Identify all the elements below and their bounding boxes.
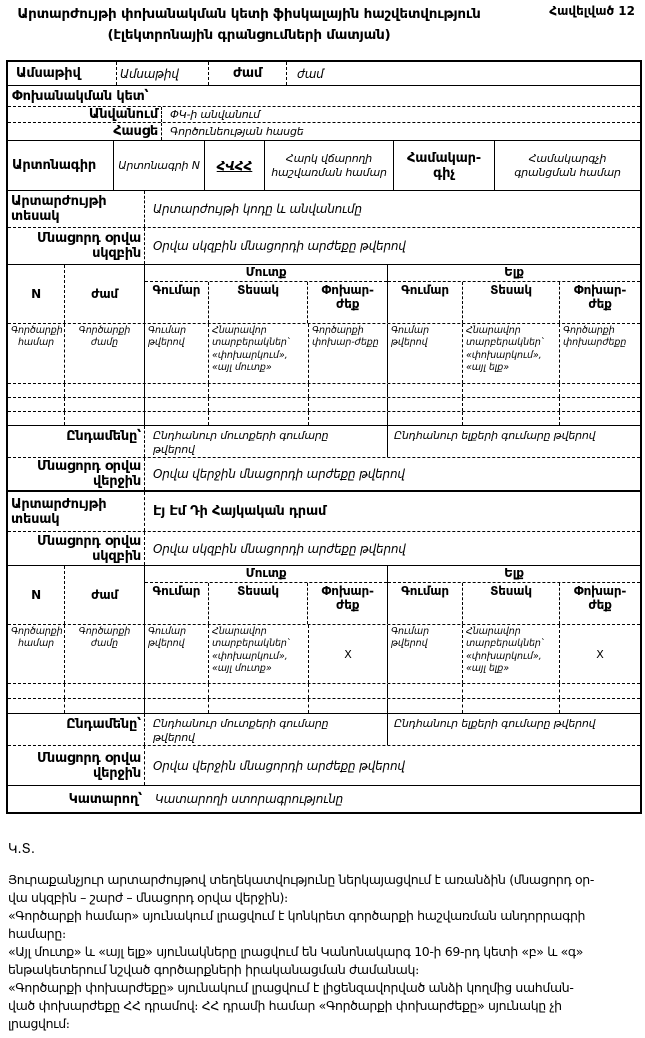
time-label: ժամ — [209, 62, 287, 85]
time-field: ժամ — [297, 66, 324, 81]
col-type-in-1: Տեսակ — [209, 282, 309, 323]
empty-row — [8, 684, 640, 699]
totals-label-1: Ընդամենը՝ — [8, 426, 145, 457]
empty-row — [8, 398, 640, 412]
desc-amount-out-2: Գումար թվերով — [388, 625, 463, 683]
row-date-time — [8, 62, 640, 86]
currency-type-label-2: Արտարժույթի տեսակ — [8, 492, 145, 531]
table-header-2 — [8, 566, 640, 625]
address-label: Հասցե — [8, 123, 162, 140]
desc-time-2: Գործարքի ժամը — [65, 625, 145, 683]
note-line: «Գործարքի փոխարժեքը» սյունակում լրացվում է լիցենզավորված անձի կողմից սահման- — [8, 980, 574, 995]
note-line: վա սկզբին – շարժ – մնացորդ օրվա վերջին)։ — [8, 890, 288, 905]
row-totals-1 — [8, 426, 640, 458]
group-outflow-1 — [388, 265, 640, 323]
currency-type-field-2: Էյ Էմ Դի Հայկական դրամ — [153, 504, 327, 519]
opening-balance-field-1: Օրվա սկզբին մնացորդի արժեքը թվերով — [153, 239, 406, 253]
table-description-row-1 — [8, 324, 640, 384]
note-line: Յուրաքանչյուր արտարժույթով տեղեկատվությունը ներկայացվում է առանձին (մնացորդ օր- — [8, 872, 595, 887]
closing-balance-field-2: Օրվա վերջին մնացորդի արժեքը թվերով — [153, 758, 405, 773]
col-n-1: N — [8, 265, 65, 323]
row-opening-balance-1 — [8, 228, 640, 265]
opening-balance-label-1: Մնացորդ օրվա սկզբին — [8, 228, 145, 264]
license-number-field: Արտոնագրի N — [114, 141, 205, 190]
outflow-header-1: Ելք — [388, 265, 640, 282]
totals-in-1: Ընդհանուր մուտքերի գումարը թվերով — [145, 426, 388, 457]
note-line: ենթակետերում նշված գործարքների իրականացման ժամանակ։ — [8, 962, 419, 977]
row-currency-type-1 — [8, 191, 640, 228]
note-line: համարը։ — [8, 926, 66, 941]
appendix-label: Հավելված 12 — [549, 4, 635, 18]
desc-type-out-2: Հնարավոր տարբերակներ՝ «փոխարկում», «այլ ելք» — [463, 625, 560, 683]
col-type-in-2: Տեսակ — [209, 583, 309, 624]
title-block — [12, 4, 486, 46]
currency-type-label-1: Արտարժույթի տեսակ — [8, 191, 145, 227]
report-form — [6, 60, 642, 814]
page-subtitle: (էլեկտրոնային գրանցումների մատյան) — [107, 27, 391, 43]
group-inflow-2 — [145, 566, 388, 624]
executor-label: Կատարող՝ — [68, 791, 142, 807]
col-type-out-1: Տեսակ — [463, 282, 560, 323]
empty-row — [8, 384, 640, 398]
closing-balance-field-1: Օրվա վերջին մնացորդի արժեքը թվերով — [153, 467, 405, 481]
note-line: «Այլ մուտք» և «այլ ելք» սյունակները լրացվում են Կանոնակարգ 10-ի 69-րդ կետի «բ» և «գ» — [8, 944, 584, 959]
col-type-out-2: Տեսակ — [463, 583, 560, 624]
closing-balance-label-2: Մնացորդ օրվա վերջին — [8, 746, 145, 785]
opening-balance-field-2: Օրվա սկզբին մնացորդի արժեքը թվերով — [153, 541, 406, 556]
col-time-2: ժամ — [65, 566, 145, 624]
table-header-1 — [8, 265, 640, 324]
desc-rate-in-2: X — [309, 625, 388, 683]
table-description-row-2 — [8, 625, 640, 684]
name-label: Անվանում — [8, 107, 162, 122]
row-license — [8, 141, 640, 191]
date-field: Ամսաթիվ — [117, 62, 209, 85]
computer-label: Համակար-գիչ — [394, 141, 495, 190]
tin-label: ՀՎՀՀ — [205, 141, 265, 190]
exchange-point-label: Փոխանակման կետ՝ — [12, 88, 149, 104]
empty-row — [8, 699, 640, 714]
seal-mark: Կ.Տ. — [8, 842, 35, 857]
desc-rate-out-2: X — [596, 647, 604, 661]
col-rate-in-2: Փոխար-ժեք — [321, 584, 374, 612]
date-label: Ամսաթիվ — [8, 62, 117, 85]
col-rate-out-2: Փոխար-ժեք — [573, 584, 627, 612]
document-header — [6, 4, 645, 60]
desc-rate-in-1: Գործարքի փոխար-ժեքը — [309, 324, 388, 383]
desc-time-1: Գործարքի ժամը — [65, 324, 145, 383]
totals-label-2: Ընդամենը՝ — [8, 714, 145, 745]
desc-type-in-2: Հնարավոր տարբերակներ՝ «փոխարկում», «այլ մուտք» — [209, 625, 309, 683]
col-n-2: N — [8, 566, 65, 624]
executor-signature-field: Կատարողի ստորագրությունը — [155, 792, 344, 806]
name-field: ՓԿ-ի անվանում — [170, 107, 260, 121]
totals-in-2: Ընդհանուր մուտքերի գումարը թվերով — [145, 714, 388, 745]
footnotes — [8, 871, 642, 1033]
col-rate-in-1: Փոխար-ժեք — [321, 283, 374, 311]
desc-amount-out-1: Գումար թվերով — [388, 324, 463, 383]
inflow-header-2: Մուտք — [145, 566, 387, 583]
outflow-header-2: Ելք — [388, 566, 640, 583]
note-line: լրացվում։ — [8, 1016, 70, 1031]
note-line: «Գործարքի համար» սյունակում լրացվում է կոնկրետ գործարքի հաշվառման անդորրագրի — [8, 908, 586, 923]
col-time-1: ժամ — [65, 265, 145, 323]
desc-amount-in-2: Գումար թվերով — [145, 625, 209, 683]
address-field: Գործունեության հասցե — [170, 124, 304, 138]
row-closing-balance-1 — [8, 458, 640, 492]
group-inflow-1 — [145, 265, 388, 323]
desc-rate-out-1: Գործարքի փոխարժեքը — [563, 325, 627, 349]
group-outflow-2 — [388, 566, 640, 624]
row-opening-balance-2 — [8, 532, 640, 566]
desc-n-1: Գործարքի համար — [8, 324, 65, 383]
desc-type-in-1: Հնարավոր տարբերակներ՝ «փոխարկում», «այլ մուտք» — [209, 324, 309, 383]
totals-out-2: Ընդհանուր ելքերի գումարը թվերով — [394, 717, 596, 730]
row-executor — [8, 786, 640, 812]
currency-type-field-1: Արտարժույթի կոդը և անվանումը — [153, 202, 362, 216]
computer-field: Համակարգչի գրանցման համար — [514, 151, 621, 179]
note-line: ված փոխարժեքը ՀՀ դրամով։ ՀՀ դրամի համար «Գործարքի փոխարժեքը» սյունակը չի — [8, 998, 562, 1013]
license-label: Արտոնագիր — [8, 141, 114, 190]
col-rate-out-1: Փոխար-ժեք — [573, 283, 627, 311]
row-exchange-point — [8, 86, 640, 107]
opening-balance-label-2: Մնացորդ օրվա սկզբին — [8, 532, 145, 565]
col-amount-out-2: Գումար — [388, 583, 463, 624]
col-amount-out-1: Գումար — [388, 282, 463, 323]
desc-type-out-1: Հնարավոր տարբերակներ՝ «փոխարկում», «այլ ելք» — [463, 324, 560, 383]
inflow-header-1: Մուտք — [145, 265, 387, 282]
row-closing-balance-2 — [8, 746, 640, 786]
col-amount-in-1: Գումար — [145, 282, 209, 323]
row-currency-type-2 — [8, 492, 640, 532]
totals-out-1: Ընդհանուր ելքերի գումարը թվերով — [394, 429, 596, 442]
col-amount-in-2: Գումար — [145, 583, 209, 624]
closing-balance-label-1: Մնացորդ օրվա վերջին — [8, 458, 145, 490]
page-title: Արտարժույթի փոխանակման կետի ֆիսկալային հաշվետվություն — [17, 6, 481, 22]
row-address — [8, 123, 640, 141]
row-name — [8, 107, 640, 123]
desc-amount-in-1: Գումար թվերով — [145, 324, 209, 383]
empty-row — [8, 412, 640, 426]
row-totals-2 — [8, 714, 640, 746]
tin-field: Հարկ վճարողի հաշվառման համար — [265, 141, 394, 190]
desc-n-2: Գործարքի համար — [8, 625, 65, 683]
